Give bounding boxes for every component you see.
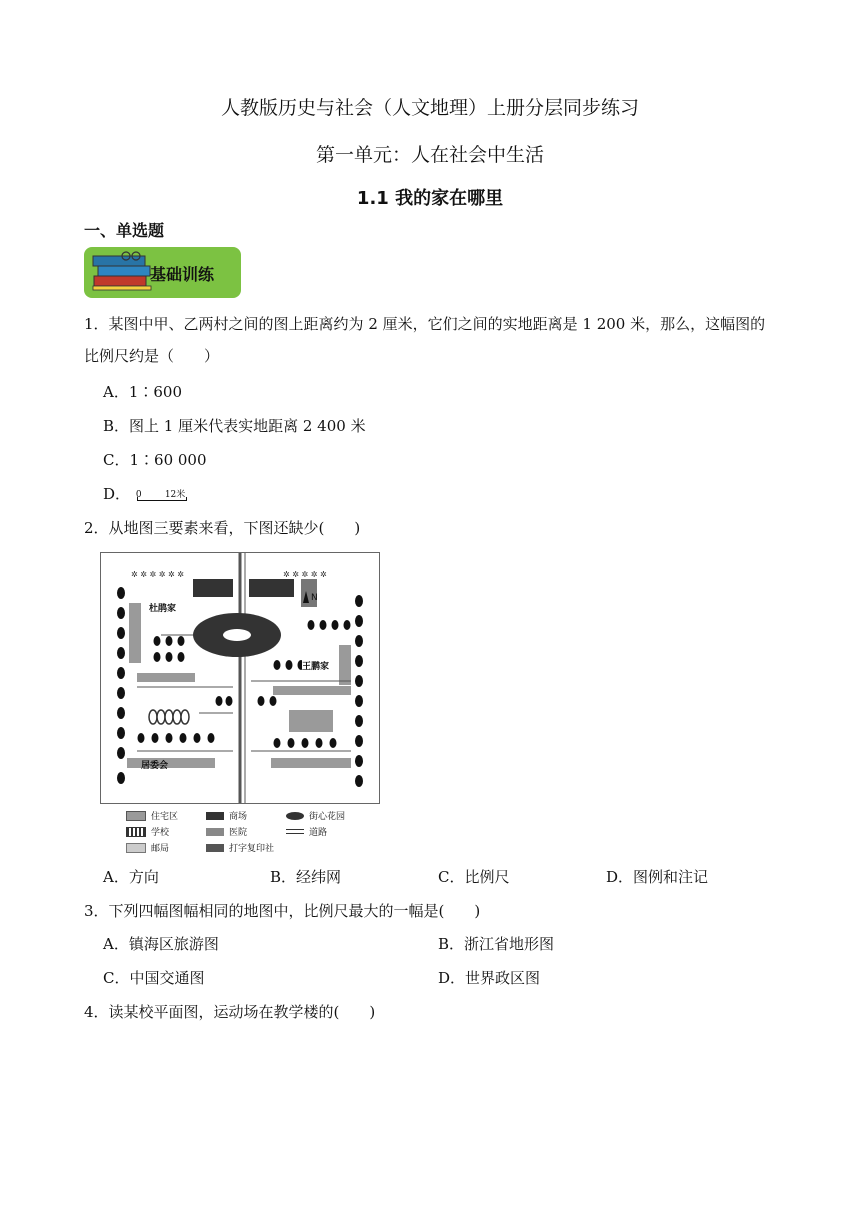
question-text: 某图中甲、乙两村之间的图上距离约为 2 厘米，它们之间的实地距离是 1 200 米，那么，这幅图的	[108, 315, 766, 333]
question-text: 下列四幅图幅相同的地图中，比例尺最大的一幅是( )	[108, 902, 481, 920]
question-text: 读某校平面图，运动场在教学楼的( )	[108, 1003, 376, 1021]
legend-print-shop: 打字复印社	[206, 841, 274, 854]
committee-label: 居委会	[141, 761, 169, 771]
option-a: A．1∶600	[103, 383, 183, 401]
legend-mall: 商场	[206, 809, 247, 822]
section-heading: 一、单选题	[84, 221, 165, 240]
svg-text:✲ ✲ ✲ ✲ ✲: ✲ ✲ ✲ ✲ ✲	[283, 570, 327, 579]
training-badge	[84, 247, 241, 298]
badge-label: 基础训练	[150, 265, 215, 284]
option-d: D．图例和注记	[606, 868, 709, 886]
question-4	[84, 1002, 375, 1022]
house-label-dujuan: 杜鹃家	[149, 601, 176, 614]
option-a: A．镇海区旅游图	[103, 935, 219, 953]
question-number: 1．	[84, 315, 109, 333]
question-text: 从地图三要素来看，下图还缺少( )	[108, 519, 361, 537]
question-number: 4．	[84, 1003, 109, 1021]
question-3	[84, 901, 480, 921]
question-number: 3．	[84, 902, 109, 920]
option-b: B．浙江省地形图	[438, 935, 555, 953]
svg-text:✲ ✲ ✲ ✲ ✲ ✲: ✲ ✲ ✲ ✲ ✲ ✲	[131, 570, 184, 579]
question-1	[84, 314, 765, 334]
option-d-label: D．	[103, 485, 131, 503]
option-c: C．中国交通图	[103, 969, 205, 987]
map-legend	[126, 809, 376, 855]
lesson-title: 1.1 我的家在哪里	[356, 188, 504, 209]
option-b: B．经纬网	[270, 868, 342, 886]
north-label: N	[311, 593, 318, 603]
question-2	[84, 518, 360, 538]
scale-bar	[135, 487, 193, 503]
legend-residential: 住宅区	[126, 809, 178, 822]
question-number: 2．	[84, 519, 109, 537]
house-label-wangpeng: 王鹏家	[302, 659, 329, 672]
option-c: C．1∶60 000	[103, 451, 207, 469]
option-d	[103, 484, 193, 504]
question-1-line2: 比例尺约是（ ）	[84, 347, 220, 365]
unit-title: 第一单元：人在社会中生活	[315, 144, 544, 166]
scale-start: 0	[135, 490, 142, 500]
legend-post: 邮局	[126, 841, 169, 854]
option-a: A．方向	[103, 868, 159, 886]
option-c: C．比例尺	[438, 868, 510, 886]
community-map	[100, 552, 380, 804]
legend-school: 学校	[126, 825, 169, 838]
scale-end: 12米	[164, 490, 186, 500]
legend-hospital: 医院	[206, 825, 247, 838]
legend-road: 道路	[286, 825, 327, 838]
legend-garden: 街心花园	[286, 809, 345, 822]
option-b: B．图上 1 厘米代表实地距离 2 400 米	[103, 417, 366, 435]
document-title: 人教版历史与社会（人文地理）上册分层同步练习	[220, 97, 639, 119]
option-d: D．世界政区图	[438, 969, 541, 987]
